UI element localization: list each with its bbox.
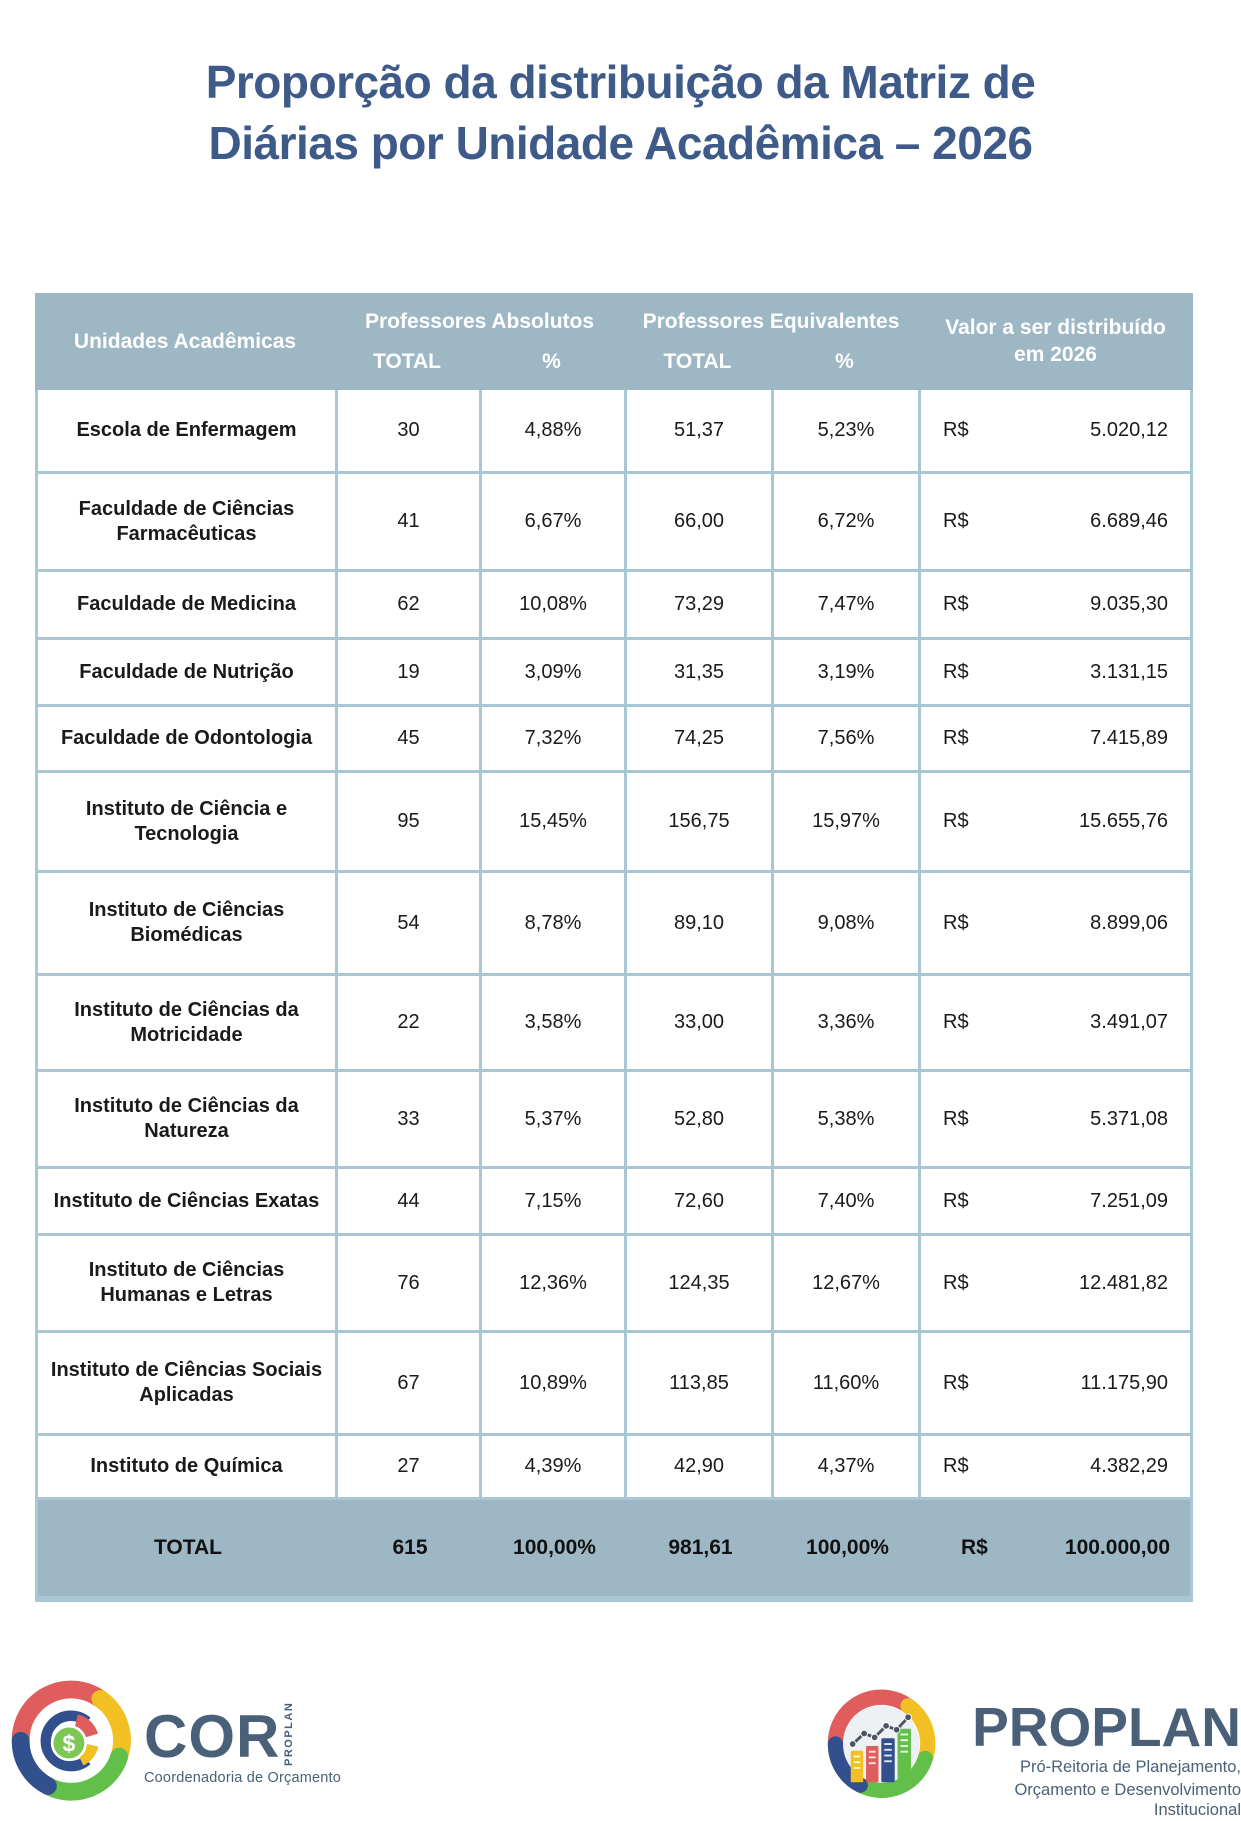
value-amount: 5.371,08	[1090, 1107, 1168, 1130]
abs-pct-cell: 5,37%	[482, 1072, 627, 1166]
abs-total-cell: 33	[338, 1072, 482, 1166]
table-body	[35, 390, 1193, 1602]
eq-pct-cell: 3,19%	[774, 640, 921, 704]
abs-pct-cell: 6,67%	[482, 474, 627, 569]
eq-pct-cell: 7,56%	[774, 707, 921, 770]
total-abs-total-cell: 615	[392, 1535, 428, 1559]
table-row	[38, 640, 1190, 707]
cor-vertical-label: PROPLAN	[283, 1701, 296, 1766]
abs-total-cell: 30	[338, 390, 482, 471]
abs-pct-cell: 10,08%	[482, 572, 627, 637]
eq-pct-cell: 7,40%	[774, 1169, 921, 1233]
eq-pct-cell: 3,36%	[774, 976, 921, 1069]
currency-symbol: R$	[943, 810, 969, 832]
cor-subtitle: Coordenadoria de Orçamento	[144, 1770, 342, 1786]
table-row	[38, 1169, 1190, 1236]
table-row	[38, 707, 1190, 773]
proplan-subtitle-line2: Orçamento e Desenvolvimento Institucional	[1014, 1780, 1241, 1820]
table-row	[38, 1236, 1190, 1333]
table-total-row	[38, 1500, 1190, 1599]
eq-total-cell: 124,35	[627, 1236, 774, 1330]
abs-pct-cell: 3,58%	[482, 976, 627, 1069]
unit-cell: Instituto de Ciências da Motricidade	[38, 976, 338, 1069]
header-abs-percent: %	[542, 349, 561, 373]
value-amount: 11.175,90	[1080, 1371, 1168, 1394]
value-amount: 3.131,15	[1090, 660, 1168, 683]
eq-total-cell: 33,00	[627, 976, 774, 1069]
unit-cell: Escola de Enfermagem	[38, 390, 338, 471]
abs-pct-cell: 3,09%	[482, 640, 627, 704]
currency-symbol: R$	[961, 1535, 988, 1559]
eq-total-cell: 42,90	[627, 1436, 774, 1497]
unit-cell: Instituto de Ciências Biomédicas	[38, 873, 338, 973]
value-cell	[921, 873, 1196, 973]
page-title-line1: Proporção da distribuição da Matriz de	[205, 56, 1036, 108]
value-cell	[921, 474, 1196, 569]
total-label-cell: TOTAL	[153, 1535, 223, 1559]
eq-total-cell: 72,60	[627, 1169, 774, 1233]
value-amount: 3.491,07	[1090, 1011, 1168, 1033]
proplan-logo-icon	[824, 1682, 939, 1808]
value-cell	[921, 572, 1196, 637]
eq-total-cell: 52,80	[627, 1072, 774, 1166]
currency-symbol: R$	[943, 660, 969, 683]
total-eq-total-cell: 981,61	[668, 1535, 733, 1559]
value-cell	[921, 1169, 1196, 1233]
unit-cell: Instituto de Ciências Sociais Aplicadas	[38, 1333, 338, 1433]
eq-total-cell: 113,85	[627, 1333, 774, 1433]
eq-pct-cell: 5,38%	[774, 1072, 921, 1166]
eq-total-cell: 73,29	[627, 572, 774, 637]
unit-cell: Instituto de Ciências Humanas e Letras	[38, 1236, 338, 1330]
unit-cell: Instituto de Ciências Exatas	[38, 1169, 338, 1233]
table-row	[38, 572, 1190, 640]
currency-symbol: R$	[943, 1011, 969, 1033]
page-title	[0, 52, 1241, 173]
total-eq-pct-cell: 100,00%	[806, 1535, 889, 1559]
svg-text:$: $	[62, 1730, 76, 1757]
value-cell	[921, 1436, 1196, 1497]
abs-pct-cell: 4,39%	[482, 1436, 627, 1497]
page-title-line2: Diárias por Unidade Acadêmica – 2026	[208, 116, 1033, 169]
eq-pct-cell: 9,08%	[774, 873, 921, 973]
currency-symbol: R$	[943, 1107, 969, 1130]
currency-symbol: R$	[943, 593, 969, 615]
unit-cell: Faculdade de Nutrição	[38, 640, 338, 704]
abs-total-cell: 95	[338, 773, 482, 870]
eq-pct-cell: 11,60%	[774, 1333, 921, 1433]
proplan-logo	[824, 1682, 1241, 1821]
unit-cell: Faculdade de Medicina	[38, 572, 338, 637]
total-value-cell	[921, 1500, 1196, 1596]
table-row	[38, 773, 1190, 873]
proplan-acronym: PROPLAN	[972, 1696, 1241, 1758]
eq-pct-cell: 15,97%	[774, 773, 921, 870]
value-amount: 9.035,30	[1090, 593, 1168, 615]
proplan-subtitle-line1: Pró-Reitoria de Planejamento,	[1019, 1758, 1241, 1776]
value-amount: 12.481,82	[1079, 1271, 1168, 1294]
table-row	[38, 474, 1190, 572]
header-value-2026: Valor a ser distribuído em 2026	[945, 316, 1166, 366]
eq-pct-cell: 6,72%	[774, 474, 921, 569]
abs-total-cell: 27	[338, 1436, 482, 1497]
abs-total-cell: 41	[338, 474, 482, 569]
currency-symbol: R$	[943, 1455, 969, 1477]
abs-pct-cell: 10,89%	[482, 1333, 627, 1433]
value-amount: 7.251,09	[1090, 1189, 1168, 1212]
header-group-equivalent: Professores Equivalentes	[642, 310, 900, 334]
eq-total-cell: 156,75	[627, 773, 774, 870]
currency-symbol: R$	[943, 510, 969, 532]
value-cell	[921, 707, 1196, 770]
cor-acronym: COR	[144, 1703, 281, 1770]
currency-symbol: R$	[943, 1371, 969, 1394]
unit-cell: Faculdade de Odontologia	[38, 707, 338, 770]
value-amount: 6.689,46	[1090, 510, 1168, 532]
value-amount: 100.000,00	[1064, 1535, 1170, 1559]
abs-total-cell: 67	[338, 1333, 482, 1433]
value-cell	[921, 390, 1196, 471]
abs-total-cell: 62	[338, 572, 482, 637]
unit-cell: Faculdade de Ciências Farmacêuticas	[38, 474, 338, 569]
value-cell	[921, 1333, 1196, 1433]
value-amount: 15.655,76	[1079, 810, 1168, 832]
header-eq-total: TOTAL	[663, 349, 732, 373]
value-amount: 5.020,12	[1090, 419, 1168, 441]
abs-total-cell: 54	[338, 873, 482, 973]
header-group-absolute: Professores Absolutos	[364, 310, 595, 334]
eq-total-cell: 74,25	[627, 707, 774, 770]
value-cell	[921, 773, 1196, 870]
cor-logo-icon	[8, 1678, 134, 1808]
table-row	[38, 1333, 1190, 1436]
eq-total-cell: 89,10	[627, 873, 774, 973]
currency-symbol: R$	[943, 911, 969, 934]
abs-pct-cell: 7,15%	[482, 1169, 627, 1233]
unit-cell: Instituto de Química	[38, 1436, 338, 1497]
eq-pct-cell: 5,23%	[774, 390, 921, 471]
table-row	[38, 1072, 1190, 1169]
value-amount: 7.415,89	[1090, 727, 1168, 749]
currency-symbol: R$	[943, 1189, 969, 1212]
table-header	[35, 293, 1193, 390]
currency-symbol: R$	[943, 419, 969, 441]
eq-pct-cell: 12,67%	[774, 1236, 921, 1330]
abs-pct-cell: 15,45%	[482, 773, 627, 870]
value-amount: 4.382,29	[1090, 1455, 1168, 1477]
value-cell	[921, 976, 1196, 1069]
value-cell	[921, 1236, 1196, 1330]
value-cell	[921, 1072, 1196, 1166]
eq-pct-cell: 7,47%	[774, 572, 921, 637]
total-abs-pct-cell: 100,00%	[513, 1535, 596, 1559]
header-abs-total: TOTAL	[372, 349, 442, 373]
eq-total-cell: 66,00	[627, 474, 774, 569]
abs-total-cell: 44	[338, 1169, 482, 1233]
currency-symbol: R$	[943, 727, 969, 749]
distribution-table	[35, 293, 1193, 1602]
table-row	[38, 390, 1190, 474]
abs-total-cell: 76	[338, 1236, 482, 1330]
abs-total-cell: 22	[338, 976, 482, 1069]
table-row	[38, 976, 1190, 1072]
abs-pct-cell: 7,32%	[482, 707, 627, 770]
abs-total-cell: 45	[338, 707, 482, 770]
unit-cell: Instituto de Ciência e Tecnologia	[38, 773, 338, 870]
unit-cell: Instituto de Ciências da Natureza	[38, 1072, 338, 1166]
eq-total-cell: 31,35	[627, 640, 774, 704]
currency-symbol: R$	[943, 1271, 969, 1294]
eq-total-cell: 51,37	[627, 390, 774, 471]
value-cell	[921, 640, 1196, 704]
abs-total-cell: 19	[338, 640, 482, 704]
abs-pct-cell: 8,78%	[482, 873, 627, 973]
table-row	[38, 1436, 1190, 1500]
value-amount: 8.899,06	[1090, 911, 1168, 934]
cor-logo	[8, 1678, 341, 1808]
abs-pct-cell: 12,36%	[482, 1236, 627, 1330]
abs-pct-cell: 4,88%	[482, 390, 627, 471]
table-row	[38, 873, 1190, 976]
header-unit: Unidades Acadêmicas	[73, 329, 297, 353]
eq-pct-cell: 4,37%	[774, 1436, 921, 1497]
header-eq-percent: %	[835, 349, 854, 373]
